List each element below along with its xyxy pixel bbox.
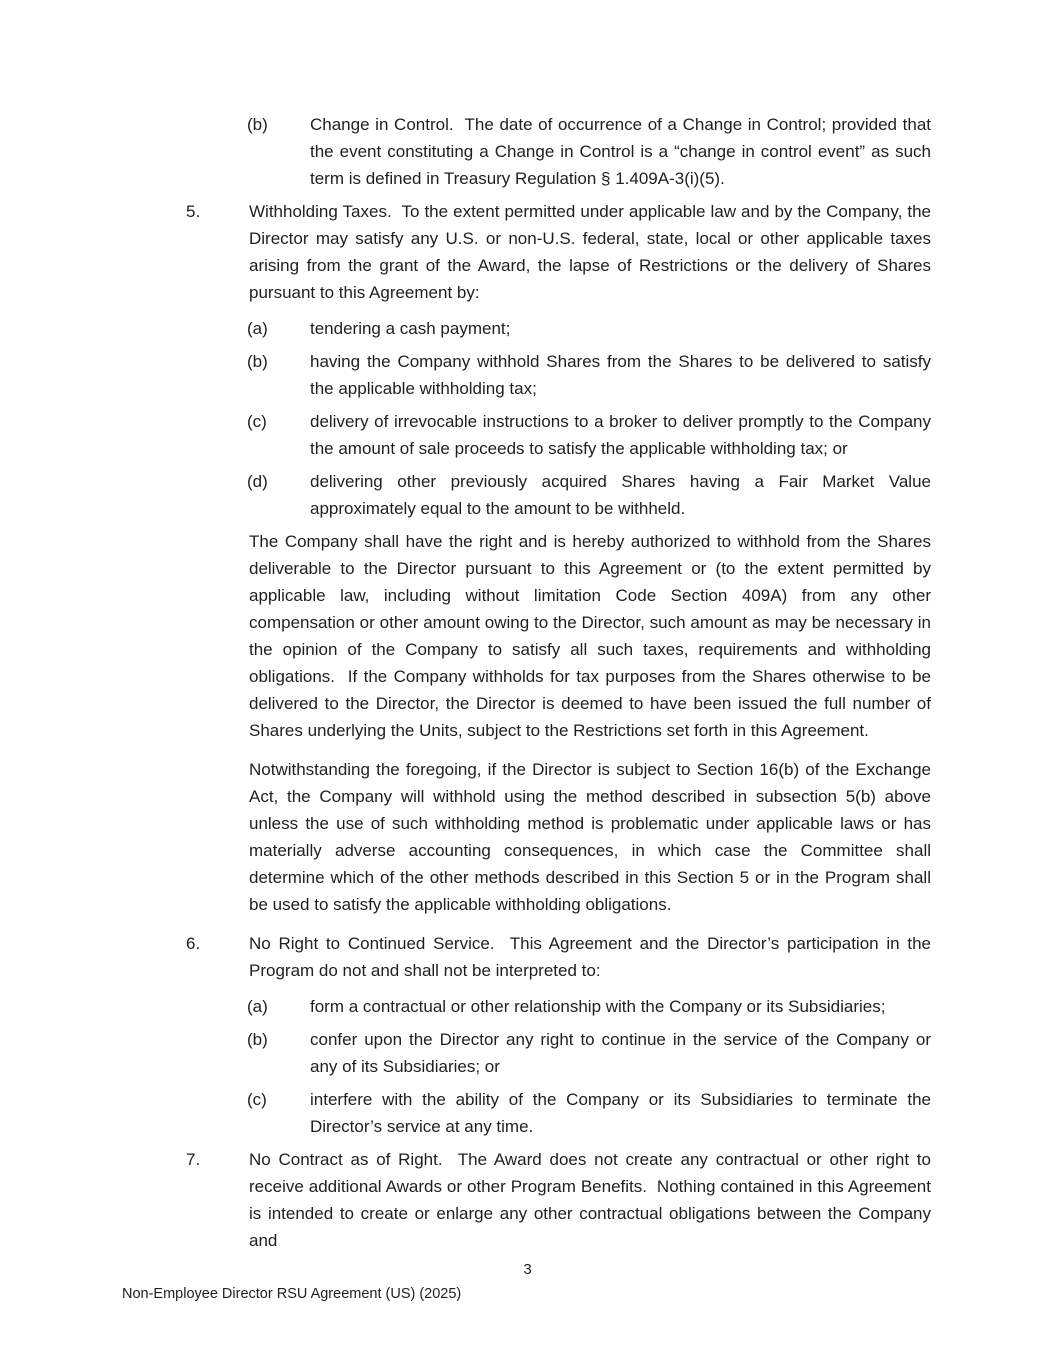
item-text: No Right to Continued Service. This Agreement and the Director’s participation in the Program do not and shall not be interpreted to: <box>249 934 936 980</box>
list-item <box>247 468 936 522</box>
item-text: Change in Control. The date of occurrence of a Change in Control; provided that the event constituting a Change in Control is a “change in control event” as such term is defined in Treasury Regulation § 1.409A-3(i)(5). <box>310 115 936 188</box>
paragraph <box>186 528 936 744</box>
list-item <box>247 111 936 192</box>
item-marker: (b) <box>247 115 268 134</box>
list-item <box>186 930 936 984</box>
item-marker: 6. <box>186 934 201 953</box>
item-text: delivering other previously acquired Shares having a Fair Market Value approximately equal to the amount to be withheld. <box>310 472 936 518</box>
list-item <box>247 1026 936 1080</box>
list-item <box>247 315 931 342</box>
item-marker: (a) <box>247 997 268 1016</box>
item-text: interfere with the ability of the Company or its Subsidiaries to terminate the Director’s service at any time. <box>310 1090 936 1136</box>
list-item <box>247 1086 936 1140</box>
item-text: delivery of irrevocable instructions to a broker to deliver promptly to the Company the amount of sale proceeds to satisfy the applicable withholding tax; or <box>310 412 936 458</box>
item-marker: (c) <box>247 1090 267 1109</box>
paragraph <box>186 756 936 918</box>
list-item <box>186 1146 936 1254</box>
item-text: confer upon the Director any right to continue in the service of the Company or any of its Subsidiaries; or <box>310 1030 936 1076</box>
list-item <box>247 993 931 1020</box>
item-marker: 7. <box>186 1150 201 1169</box>
item-marker: (b) <box>247 352 268 371</box>
item-text: No Contract as of Right. The Award does not create any contractual or other right to receive additional Awards or other Program Benefits. Nothing contained in this Agreement is intended to create or enlarge any other contractual obligations between the Company and <box>249 1150 936 1250</box>
list-item <box>247 348 936 402</box>
item-text: Notwithstanding the foregoing, if the Director is subject to Section 16(b) of the Exchange Act, the Company will withhold using the method described in subsection 5(b) above unless the use of such withholding method is problematic under applicable laws or has materially adverse accounting consequences, in which case the Committee shall determine which of the other methods described in this Section 5 or in the Program shall be used to satisfy the applicable withholding obligations. <box>249 760 936 914</box>
item-text: tendering a cash payment; <box>310 319 511 338</box>
page-number: 3 <box>523 1261 532 1278</box>
item-marker: (b) <box>247 1030 268 1049</box>
item-text: Withholding Taxes. To the extent permitted under applicable law and by the Company, the Director may satisfy any U.S. or non-U.S. federal, state, local or other applicable taxes arising from the grant of the Award, the lapse of Restrictions or the delivery of Shares pursuant to this Agreement by: <box>249 202 936 302</box>
item-marker: (d) <box>247 472 268 491</box>
document-body <box>186 111 936 1263</box>
list-item <box>186 198 936 306</box>
item-text: form a contractual or other relationship with the Company or its Subsidiaries; <box>310 997 886 1016</box>
item-marker: (c) <box>247 412 267 431</box>
item-text: The Company shall have the right and is hereby authorized to withhold from the Shares deliverable to the Director pursuant to this Agreement or (to the extent permitted by applicable law, including without limitation Code Section 409A) from any other compensation or other amount owing to the Director, such amount as may be necessary in the opinion of the Company to satisfy all such taxes, requirements and withholding obligations. If the Company withholds for tax purposes from the Shares otherwise to be delivered to the Director, the Director is deemed to have been issued the full number of Shares underlying the Units, subject to the Restrictions set forth in this Agreement. <box>249 532 936 740</box>
item-marker: (a) <box>247 319 268 338</box>
footer-document-title: Non-Employee Director RSU Agreement (US) (2025) <box>122 1286 462 1302</box>
item-text: having the Company withhold Shares from the Shares to be delivered to satisfy the applicable withholding tax; <box>310 352 936 398</box>
item-marker: 5. <box>186 202 201 221</box>
list-item <box>247 408 936 462</box>
